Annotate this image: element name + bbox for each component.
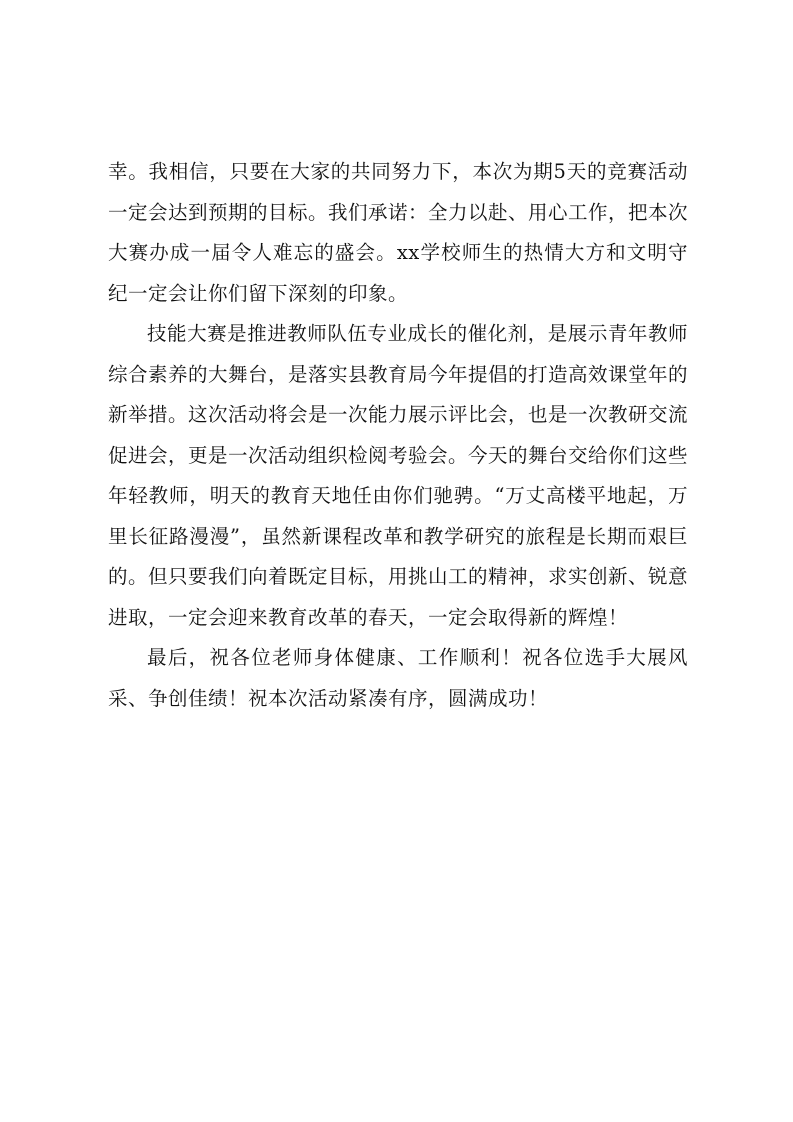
document-body (108, 152, 688, 719)
paragraph-skills-contest: 技能大赛是推进教师队伍专业成长的催化剂，是展示青年教师综合素养的大舞台，是落实县教育局今年提倡的打造高效课堂年的新举措。这次活动将会是一次能力展示评比会，也是一次教研交流促进会，更是一次活动组织检阅考验会。今天的舞台交给你们这些年轻教师，明天的教育天地任由你们驰骋。“万丈高楼平地起，万里长征路漫漫”，虽然新课程改革和教学研究的旅程是长期而艰巨的。但只要我们向着既定目标，用挑山工的精神，求实创新、锐意进取，一定会迎来教育改革的春天，一定会取得新的辉煌！ (108, 322, 689, 629)
paragraph-continuation: 幸。我相信，只要在大家的共同努力下，本次为期5天的竞赛活动一定会达到预期的目标。我们承诺：全力以赴、用心工作，把本次大赛办成一届令人难忘的盛会。xx学校师生的热情大方和文明守纪一定会让你们留下深刻的印象。 (108, 160, 689, 305)
paragraph-closing-wishes: 最后，祝各位老师身体健康、工作顺利！祝各位选手大展风采、争创佳绩！祝本次活动紧凑有序，圆满成功！ (108, 646, 688, 710)
